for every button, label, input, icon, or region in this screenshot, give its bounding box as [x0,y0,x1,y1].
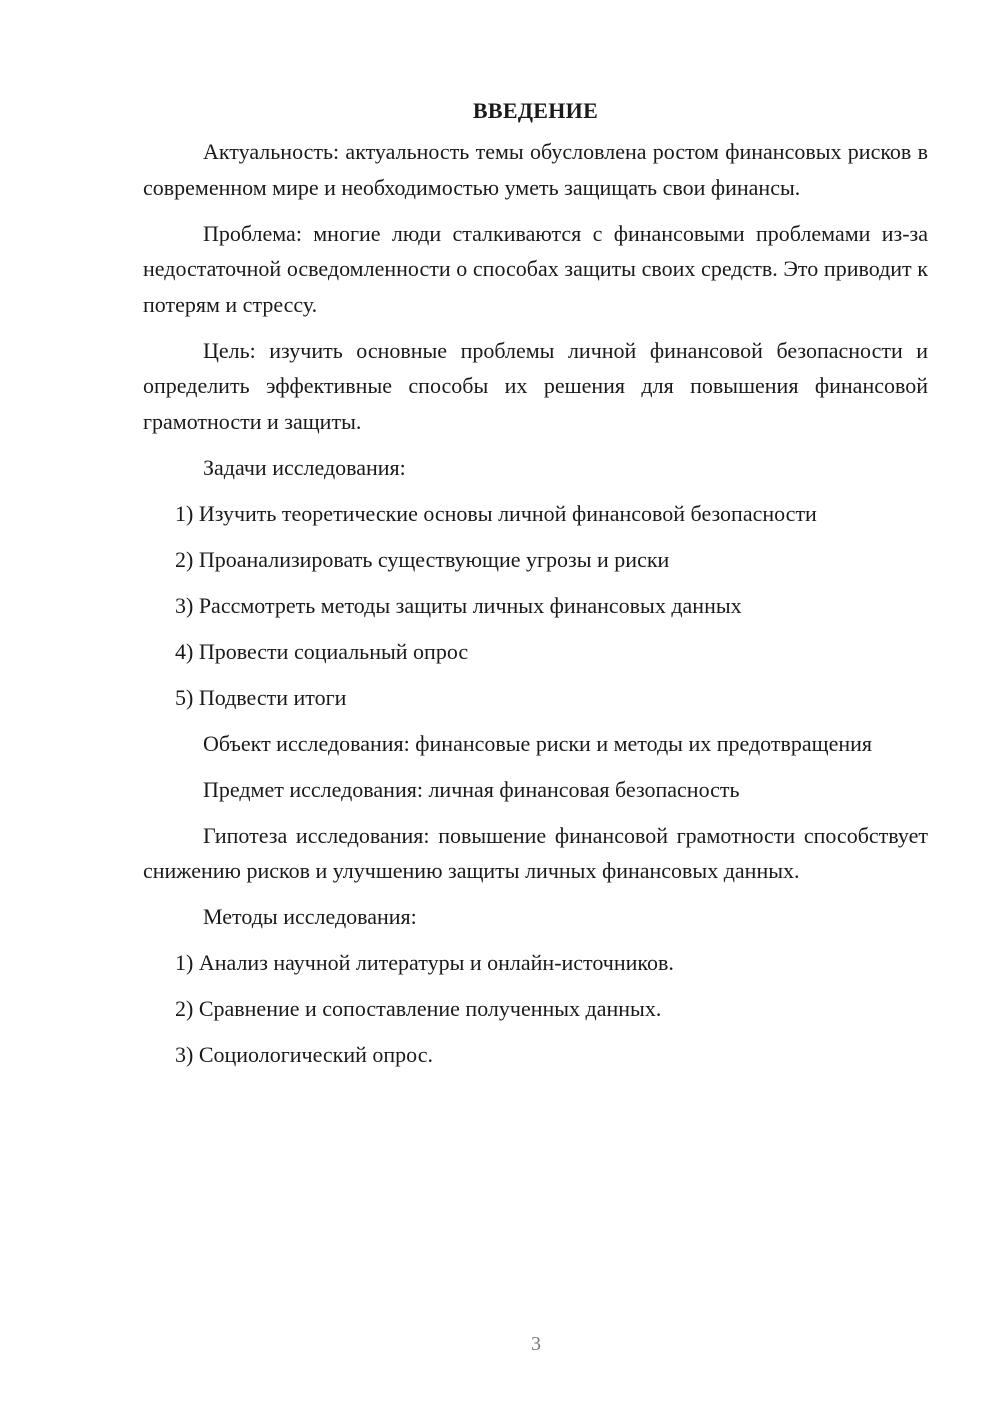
object-paragraph: Объект исследования: финансовые риски и методы их предотвращения [203,730,873,756]
list-item: 3) Рассмотреть методы защиты личных финансовых данных [175,592,742,618]
list-item: 2) Проанализировать существующие угрозы и риски [175,546,670,572]
list-item: 3) Социологический опрос. [175,1042,433,1067]
subject-paragraph: Предмет исследования: личная финансовая безопасность [203,776,740,802]
list-item: 1) Анализ научной литературы и онлайн-источников. [175,950,674,975]
relevance-paragraph: Актуальность: актуальность темы обусловлена ростом финансовых рисков в современном мире и необходимостью уметь защищать свои финансы. [143,139,928,200]
hypothesis-paragraph: Гипотеза исследования: повышение финансовой грамотности способствует снижению рисков и улучшению защиты личных финансовых данных. [143,822,928,883]
section-title: ВВЕДЕНИЕ [472,98,599,123]
tasks-heading: Задачи исследования: [203,454,406,480]
tasks-list [143,496,928,716]
methods-heading: Методы исследования: [203,904,417,929]
problem-paragraph: Проблема: многие люди сталкиваются с финансовыми проблемами из-за недостаточной осведомленности о способах защиты своих средств. Это приводит к потерям и стрессу. [143,220,928,317]
page-number: 3 [531,1333,541,1355]
list-item: 1) Изучить теоретические основы личной финансовой безопасности [175,500,817,526]
list-item: 2) Сравнение и сопоставление полученных данных. [175,996,662,1021]
list-item: 5) Подвести итоги [175,684,347,710]
goal-paragraph: Цель: изучить основные проблемы личной финансовой безопасности и определить эффективные способы их решения для повышения финансовой грамотности и защиты. [143,337,928,434]
methods-list [143,945,928,1073]
list-item: 4) Провести социальный опрос [175,638,469,664]
document-page [143,94,928,1083]
